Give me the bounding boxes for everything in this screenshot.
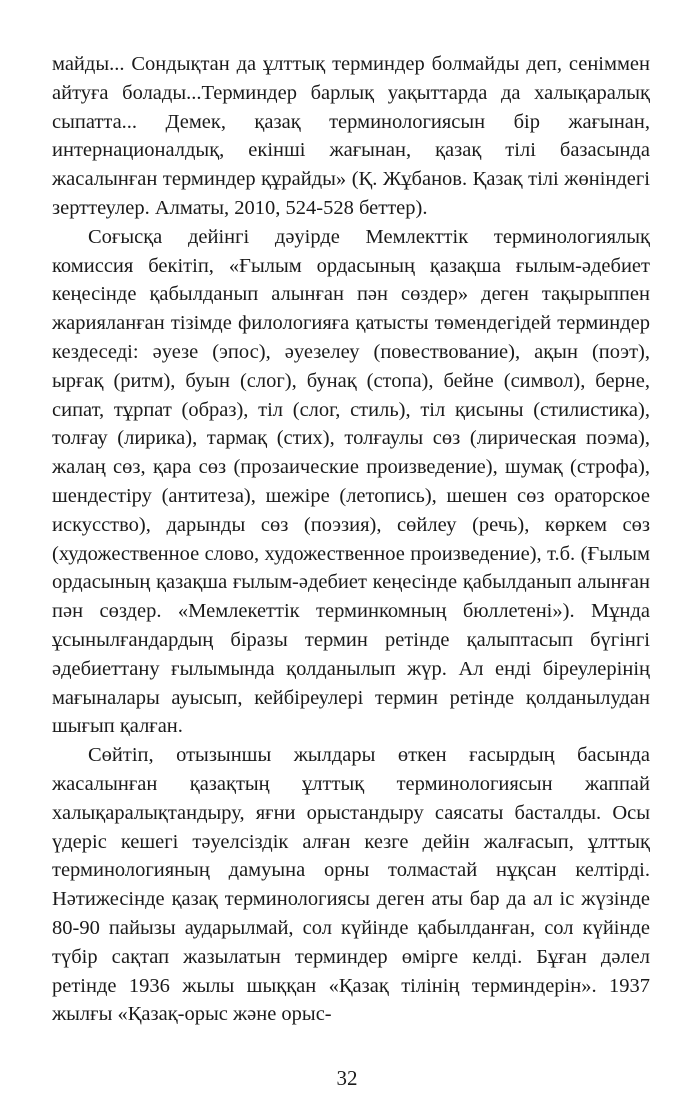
paragraph-terminology-commission: Соғысқа дейінгі дәуірде Мемлекттік терминологиялық комиссия бекітіп, «Ғылым ордасының қазақша ғылым-әдебиет кеңесінде қабылданып алынған пән сөздер» деген тақырыппен жарияланған тізімде филологияға қатысты төмендегідей терминдер кездеседі: әуезе (эпос), әуезелеу (повествование), ақын (поэт), ырғақ (ритм), буын (слог), бунақ (стопа), бейне (символ), берне, сипат, тұрпат (образ), тіл (слог, стиль), тіл қисыны (стилистика), толғау (лирика), тармақ (стих), толғаулы сөз (лирическая поэма), жалаң сөз, қара сөз (прозаические произведение), шумақ (строфа), шендестіру (антитеза), шежіре (летопись), шешен сөз ораторское искусство), дарынды сөз (поэзия), сөйлеу (речь), көркем сөз (художественное слово, художественное произведение), т.б. (Ғылым ордасының қазақша ғылым-әдебиет кеңесінде қабылданып алынған пән сөздер. «Мемлекеттік терминкомның бюллетені»). Мұнда ұсынылғандардың біразы термин ретінде қалыптасып бүгінгі әдебиеттану ғылымында қолданылып жүр. Ал енді біреулерінің мағыналары ауысып, кейбіреулері термин ретінде қолданылудан шығып қалған.: [52, 225, 650, 738]
paragraph-internationalization: Сөйтіп, отызыншы жылдары өткен ғасырдың басында жасалынған қазақтың ұлттық терминологиясын жаппай халықаралықтандыру, яғни орыстандыру саясаты басталды. Осы үдеріс кешегі тәуелсіздік алған кезге дейін жалғасып, ұлттық терминологияның дамуына орны толмастай нұқсан келтірді. Нәтижесінде қазақ терминологиясы деген аты бар да ал іс жүзінде 80-90 пайызы аударылмай, сол күйінде қабылданған, сол күйінде түбір сақтап жазылатын терминдер өмірге келді. Бұған дәлел ретінде 1936 жылы шыққан «Қазақ тілінің терминдерін». 1937 жылғы «Қазақ-орыс және орыс-: [52, 744, 650, 1026]
body-text: [52, 50, 650, 1029]
paragraph-continuation: майды... Сондықтан да ұлттық терминдер болмайды деп, сеніммен айтуға болады...Терминдер барлық уақыттарда да халықаралық сыпатта... Демек, қазақ терминологиясын бір жағынан, интернационалдық, екінші жағынан, қазақ тілі базасында жасалынған терминдер құрайды» (Қ. Жұбанов. Қазақ тілі жөніндегі зерттеулер. Алматы, 2010, 524-528 беттер).: [52, 53, 650, 219]
page-number: 32: [336, 1066, 358, 1090]
